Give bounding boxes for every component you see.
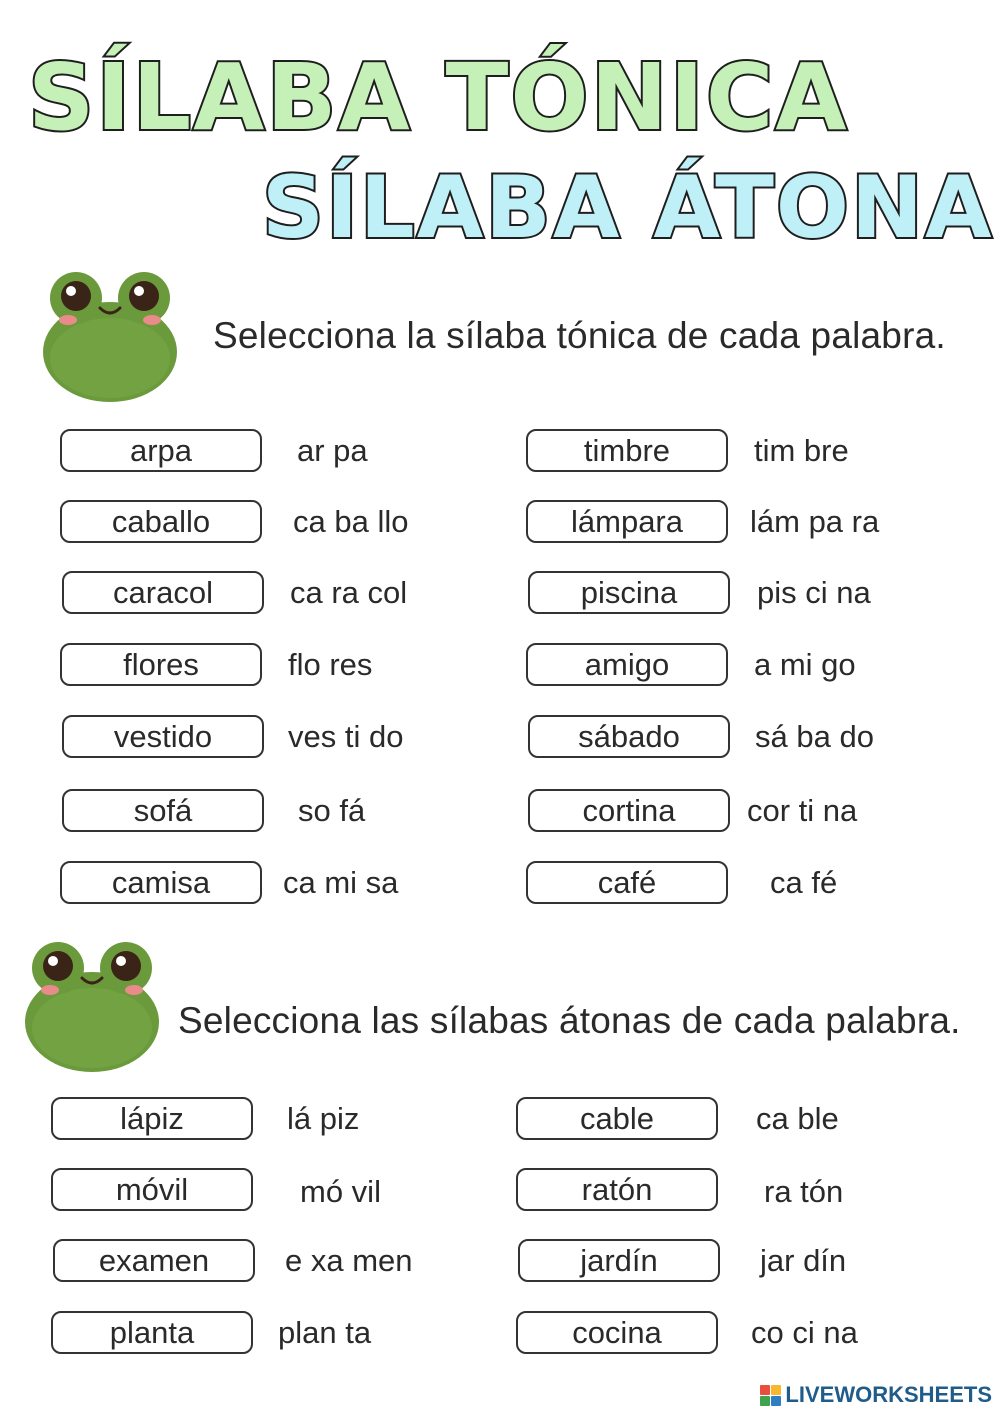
syllables-timbre[interactable]: tim bre: [754, 433, 849, 468]
word-box-arpa[interactable]: arpa: [60, 429, 262, 472]
syllables-examen[interactable]: e xa men: [285, 1243, 413, 1278]
instruction-atona: Selecciona las sílabas átonas de cada palabra.: [178, 1000, 961, 1041]
syllables-jardin[interactable]: jar dín: [760, 1243, 847, 1278]
syllables-sabado[interactable]: sá ba do: [755, 719, 874, 754]
word-box-raton[interactable]: ratón: [516, 1168, 718, 1211]
word-box-lapiz[interactable]: lápiz: [51, 1097, 253, 1140]
word-box-cafe[interactable]: café: [526, 861, 728, 904]
liveworksheets-logo-icon: [760, 1385, 781, 1406]
word-box-movil[interactable]: móvil: [51, 1168, 253, 1211]
word-box-vestido[interactable]: vestido: [62, 715, 264, 758]
instruction-tonica: Selecciona la sílaba tónica de cada palabra.: [213, 315, 946, 356]
word-box-amigo[interactable]: amigo: [526, 643, 728, 686]
word-box-camisa[interactable]: camisa: [60, 861, 262, 904]
syllables-vestido[interactable]: ves ti do: [288, 719, 404, 754]
syllables-lapiz[interactable]: lá piz: [287, 1101, 360, 1136]
word-box-cable[interactable]: cable: [516, 1097, 718, 1140]
title-silaba-tonica: SÍLABA TÓNICA: [28, 44, 849, 151]
word-box-examen[interactable]: examen: [53, 1239, 255, 1282]
title-silaba-atona: SÍLABA ÁTONA: [262, 158, 994, 258]
syllables-cafe[interactable]: ca fé: [770, 865, 838, 900]
word-box-sofa[interactable]: sofá: [62, 789, 264, 832]
word-box-jardin[interactable]: jardín: [518, 1239, 720, 1282]
word-box-piscina[interactable]: piscina: [528, 571, 730, 614]
syllables-cocina[interactable]: co ci na: [751, 1315, 858, 1350]
frog-icon: [20, 938, 165, 1073]
syllables-flores[interactable]: flo res: [288, 647, 373, 682]
word-box-sabado[interactable]: sábado: [528, 715, 730, 758]
syllables-piscina[interactable]: pis ci na: [757, 575, 871, 610]
syllables-lampara[interactable]: lám pa ra: [750, 504, 880, 539]
syllables-camisa[interactable]: ca mi sa: [283, 865, 399, 900]
liveworksheets-footer[interactable]: [760, 1382, 992, 1408]
syllables-sofa[interactable]: so fá: [298, 793, 366, 828]
syllables-raton[interactable]: ra tón: [764, 1174, 844, 1209]
syllables-movil[interactable]: mó vil: [300, 1174, 381, 1209]
word-box-planta[interactable]: planta: [51, 1311, 253, 1354]
word-box-flores[interactable]: flores: [60, 643, 262, 686]
syllables-caballo[interactable]: ca ba llo: [293, 504, 409, 539]
syllables-planta[interactable]: plan ta: [278, 1315, 372, 1350]
footer-brand: LIVEWORKSHEETS: [785, 1382, 992, 1407]
syllables-amigo[interactable]: a mi go: [754, 647, 856, 682]
word-box-caracol[interactable]: caracol: [62, 571, 264, 614]
word-box-timbre[interactable]: timbre: [526, 429, 728, 472]
syllables-caracol[interactable]: ca ra col: [290, 575, 408, 610]
word-box-caballo[interactable]: caballo: [60, 500, 262, 543]
word-box-lampara[interactable]: lámpara: [526, 500, 728, 543]
syllables-arpa[interactable]: ar pa: [297, 433, 368, 468]
frog-icon: [38, 268, 183, 403]
syllables-cortina[interactable]: cor ti na: [747, 793, 858, 828]
word-box-cortina[interactable]: cortina: [528, 789, 730, 832]
syllables-cable[interactable]: ca ble: [756, 1101, 839, 1136]
word-box-cocina[interactable]: cocina: [516, 1311, 718, 1354]
